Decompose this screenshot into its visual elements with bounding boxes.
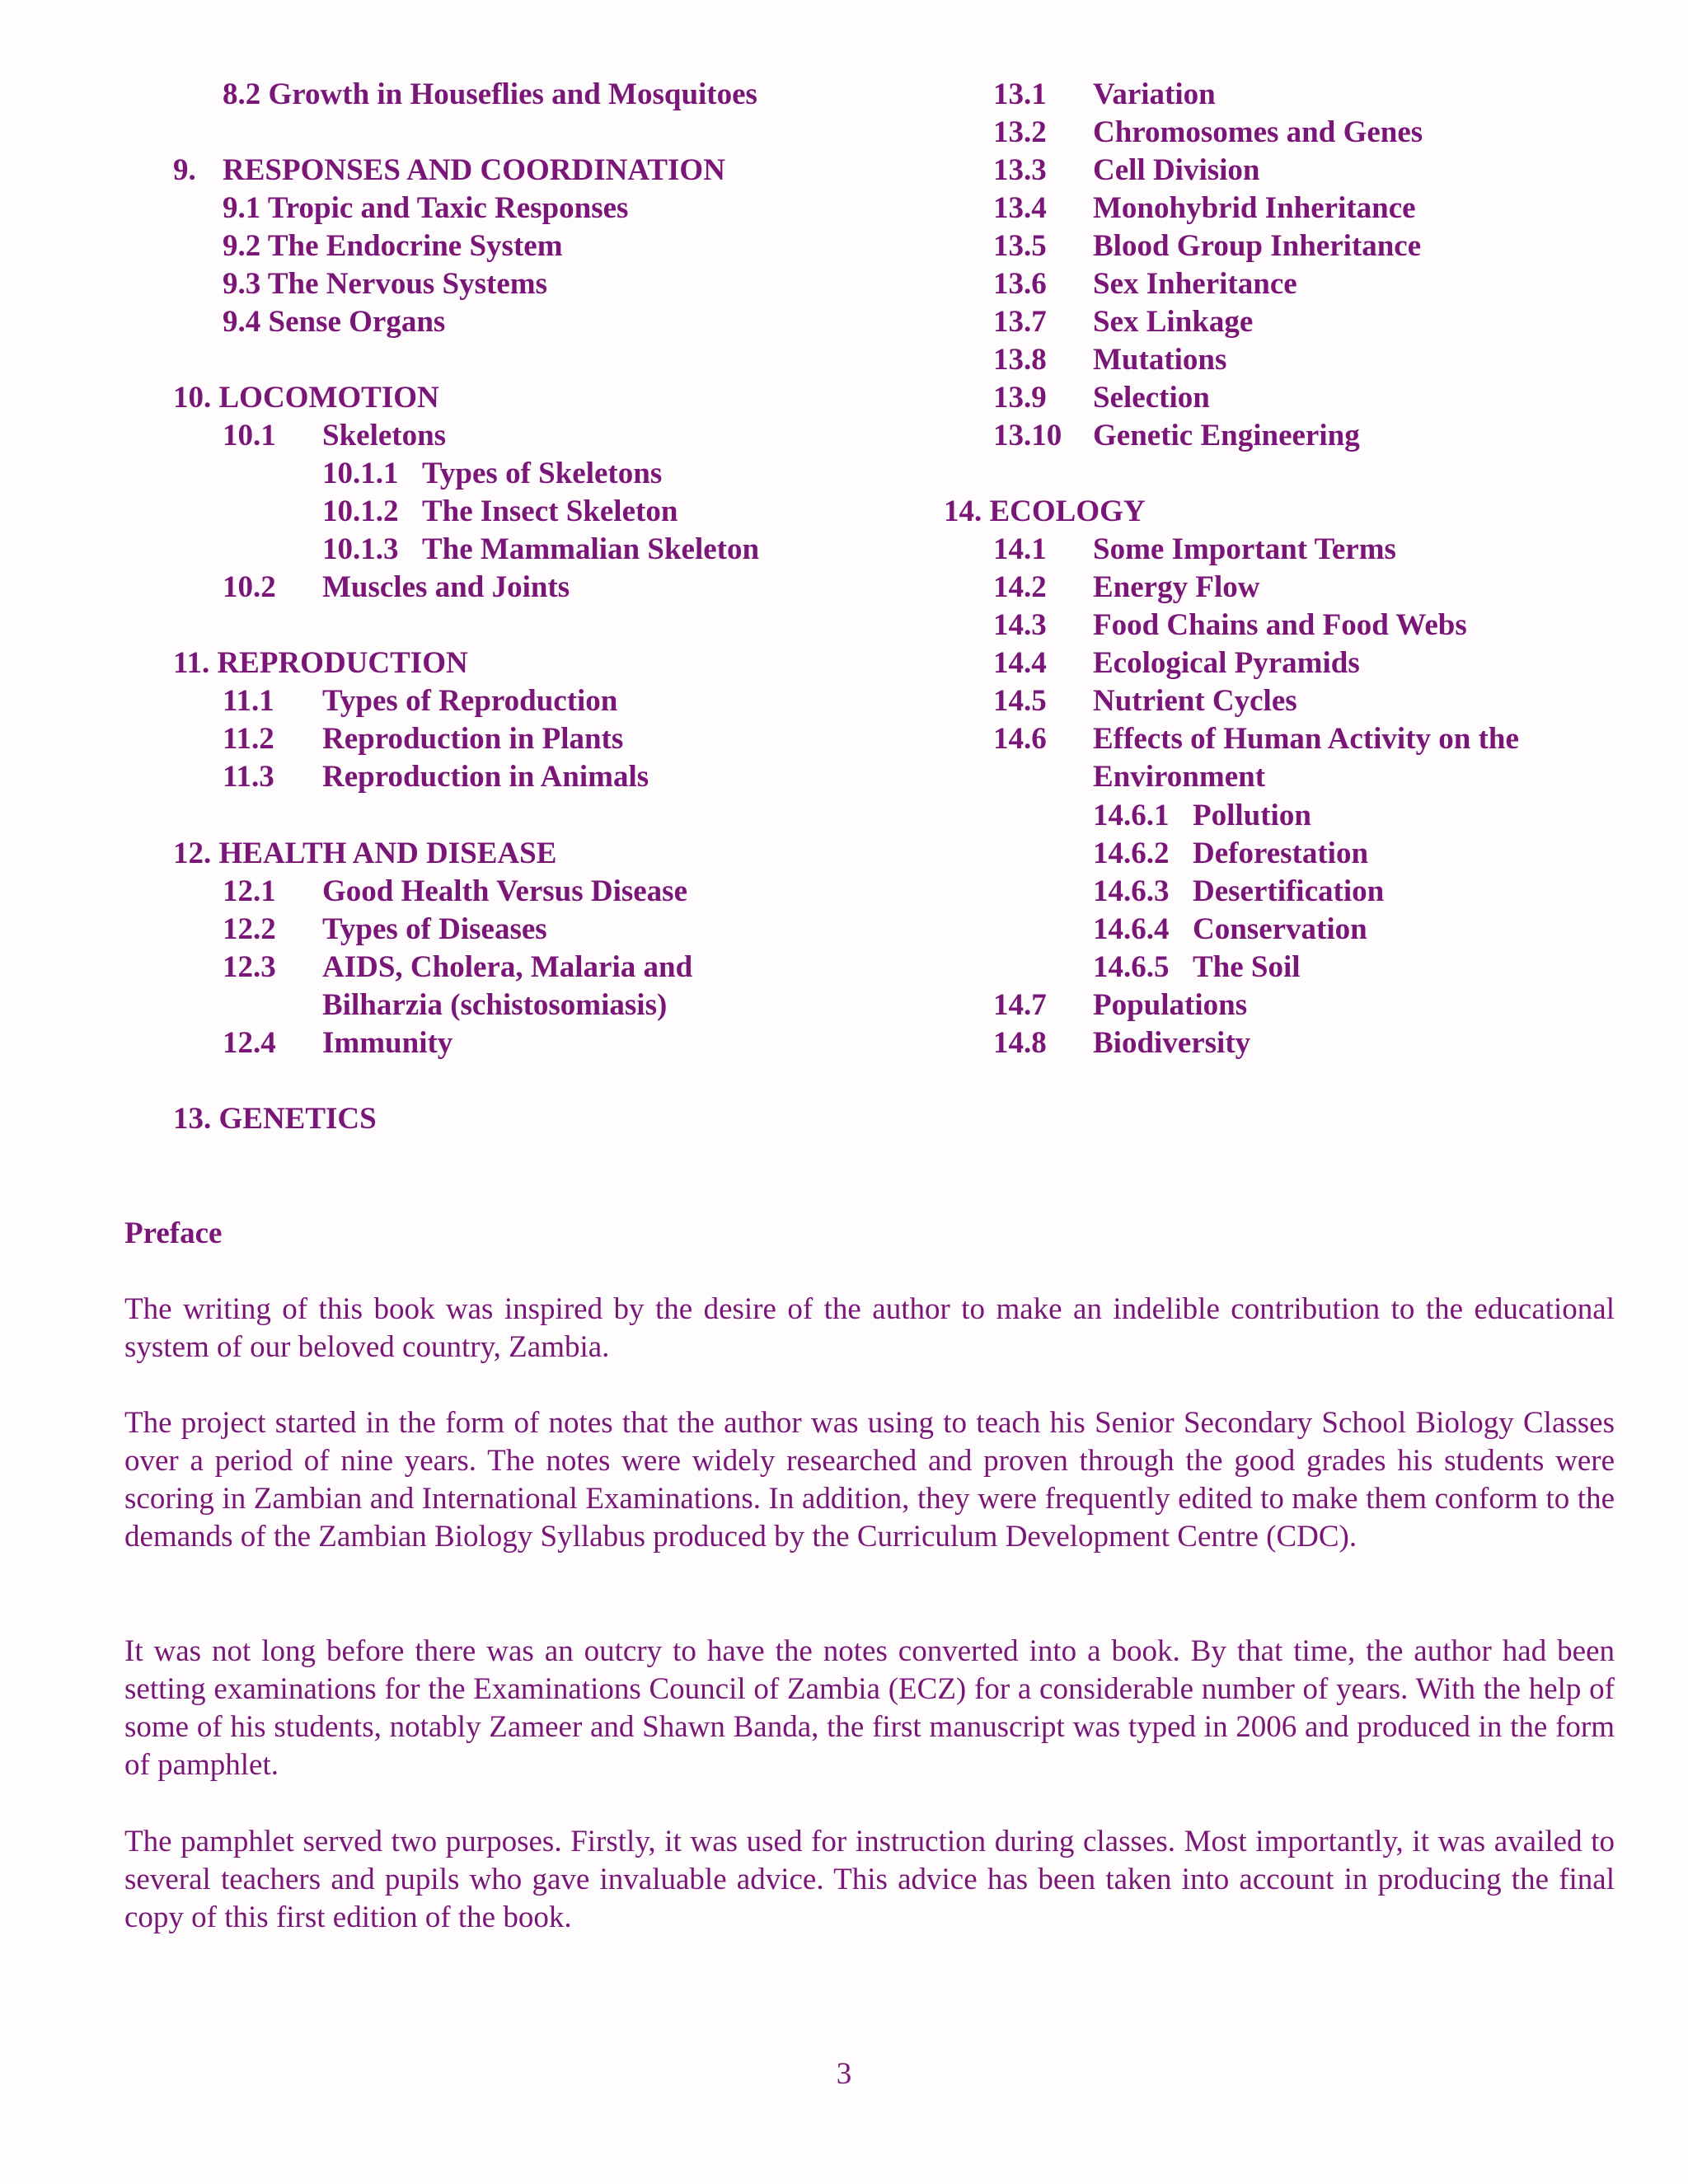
toc-entry-14-3-number: 14.3: [993, 608, 1047, 642]
toc-entry-13-8-number: 13.8: [993, 343, 1047, 377]
toc-entry-13-7-number: 13.7: [993, 305, 1047, 339]
toc-entry-11-3-title: Reproduction in Animals: [322, 760, 649, 794]
toc-entry-13-10-number: 13.10: [993, 419, 1062, 452]
preface-paragraph-4: The pamphlet served two purposes. Firstly, it was used for instruction during classes. Most importantly, it was availed to several teachers and pupils who gave invaluable advice. This advice has been taken into account in producing the final copy of this first edition of the book.: [124, 1825, 1615, 1934]
toc-entry-14-5-title: Nutrient Cycles: [1093, 684, 1297, 718]
toc-entry-13-5-number: 13.5: [993, 229, 1047, 263]
toc-entry-14-3-title: Food Chains and Food Webs: [1093, 608, 1467, 642]
toc-entry-11-1-title: Types of Reproduction: [322, 684, 618, 718]
toc-section-10: 10. LOCOMOTION: [173, 381, 439, 415]
toc-entry-14-6-3-title: Desertification: [1193, 874, 1385, 908]
toc-entry-12-4-title: Immunity: [322, 1026, 453, 1060]
toc-section-9-number: 9.: [173, 153, 196, 187]
toc-entry-14-2-number: 14.2: [993, 570, 1047, 604]
toc-entry-12-1-number: 12.1: [223, 874, 276, 908]
toc-entry-14-6-continuation: Environment: [1093, 760, 1266, 794]
toc-entry-10-1-3-number: 10.1.3: [322, 532, 399, 566]
toc-entry-13-3-number: 13.3: [993, 153, 1047, 187]
toc-entry-13-2-number: 13.2: [993, 115, 1047, 149]
toc-entry-14-6-5-number: 14.6.5: [1093, 950, 1170, 984]
toc-entry-8-2: 8.2 Growth in Houseflies and Mosquitoes: [223, 77, 757, 111]
toc-entry-13-1-number: 13.1: [993, 77, 1047, 111]
toc-entry-14-6-number: 14.6: [993, 722, 1047, 756]
toc-section-14: 14. ECOLOGY: [944, 494, 1146, 528]
toc-entry-13-9-number: 13.9: [993, 381, 1047, 415]
toc-entry-9-3: 9.3 The Nervous Systems: [223, 267, 547, 301]
toc-entry-13-5-title: Blood Group Inheritance: [1093, 229, 1422, 263]
toc-entry-13-10-title: Genetic Engineering: [1093, 419, 1360, 452]
toc-entry-11-3-number: 11.3: [223, 760, 274, 794]
toc-entry-11-2-title: Reproduction in Plants: [322, 722, 624, 756]
toc-entry-13-7-title: Sex Linkage: [1093, 305, 1254, 339]
toc-entry-14-1-number: 14.1: [993, 532, 1047, 566]
toc-entry-12-2-title: Types of Diseases: [322, 912, 547, 946]
toc-entry-12-2-number: 12.2: [223, 912, 276, 946]
toc-entry-14-6-4-title: Conservation: [1193, 912, 1367, 946]
toc-entry-10-1-2-number: 10.1.2: [322, 494, 399, 528]
toc-entry-11-2-number: 11.2: [223, 722, 274, 756]
toc-entry-12-3-title: AIDS, Cholera, Malaria and: [322, 950, 693, 984]
toc-entry-13-4-title: Monohybrid Inheritance: [1093, 191, 1416, 225]
toc-entry-10-1-2-title: The Insect Skeleton: [422, 494, 678, 528]
toc-entry-10-2-title: Muscles and Joints: [322, 570, 570, 604]
toc-entry-10-1-3-title: The Mammalian Skeleton: [422, 532, 760, 566]
toc-entry-13-4-number: 13.4: [993, 191, 1047, 225]
toc-entry-14-4-title: Ecological Pyramids: [1093, 646, 1360, 680]
toc-entry-12-4-number: 12.4: [223, 1026, 276, 1060]
toc-entry-14-6-1-title: Pollution: [1193, 799, 1311, 832]
preface-heading: Preface: [124, 1216, 223, 1250]
preface-paragraph-2: The project started in the form of notes that the author was using to teach his Senior Secondary School Biology Classes over a period of nine years. The notes were widely researched and proven through the good grades his students were scoring in Zambian and International Examinations. In addition, they were frequently edited to make them conform to the demands of the Zambian Biology Syllabus produced by the Curriculum Development Centre (CDC).: [124, 1406, 1615, 1554]
toc-entry-14-6-2-title: Deforestation: [1193, 837, 1369, 870]
toc-entry-14-6-5-title: The Soil: [1193, 950, 1301, 984]
preface-paragraph-3: It was not long before there was an outcry to have the notes converted into a book. By that time, the author had been setting examinations for the Examinations Council of Zambia (ECZ) for a considerable number of years. With the help of some of his students, notably Zameer and Shawn Banda, the first manuscript was typed in 2006 and produced in the form of pamphlet.: [124, 1634, 1615, 1782]
toc-entry-13-6-title: Sex Inheritance: [1093, 267, 1297, 301]
toc-entry-14-6-title: Effects of Human Activity on the: [1093, 722, 1519, 756]
toc-entry-9-1: 9.1 Tropic and Taxic Responses: [223, 191, 629, 225]
toc-entry-13-3-title: Cell Division: [1093, 153, 1260, 187]
toc-entry-9-4: 9.4 Sense Organs: [223, 305, 446, 339]
toc-entry-13-2-title: Chromosomes and Genes: [1093, 115, 1423, 149]
toc-entry-14-6-4-number: 14.6.4: [1093, 912, 1170, 946]
toc-entry-12-3-continuation: Bilharzia (schistosomiasis): [322, 988, 668, 1022]
toc-entry-10-1-number: 10.1: [223, 419, 276, 452]
toc-entry-10-1-1-title: Types of Skeletons: [422, 457, 663, 490]
toc-entry-10-2-number: 10.2: [223, 570, 276, 604]
toc-section-9-title: RESPONSES AND COORDINATION: [223, 153, 725, 187]
toc-entry-14-8-number: 14.8: [993, 1026, 1047, 1060]
toc-entry-9-2: 9.2 The Endocrine System: [223, 229, 563, 263]
toc-entry-13-9-title: Selection: [1093, 381, 1210, 415]
toc-entry-12-3-number: 12.3: [223, 950, 276, 984]
toc-entry-13-1-title: Variation: [1093, 77, 1216, 111]
toc-entry-11-1-number: 11.1: [223, 684, 274, 718]
preface-paragraph-1: The writing of this book was inspired by the desire of the author to make an indelible contribution to the educational system of our beloved country, Zambia.: [124, 1292, 1615, 1364]
toc-entry-14-1-title: Some Important Terms: [1093, 532, 1396, 566]
toc-entry-10-1-1-number: 10.1.1: [322, 457, 399, 490]
toc-entry-14-8-title: Biodiversity: [1093, 1026, 1251, 1060]
toc-section-12: 12. HEALTH AND DISEASE: [173, 837, 557, 870]
toc-entry-13-8-title: Mutations: [1093, 343, 1227, 377]
toc-entry-14-6-2-number: 14.6.2: [1093, 837, 1170, 870]
toc-section-13: 13. GENETICS: [173, 1102, 377, 1136]
toc-entry-12-1-title: Good Health Versus Disease: [322, 874, 688, 908]
toc-entry-14-6-1-number: 14.6.1: [1093, 799, 1170, 832]
toc-entry-14-4-number: 14.4: [993, 646, 1047, 680]
toc-entry-14-7-number: 14.7: [993, 988, 1047, 1022]
toc-entry-14-2-title: Energy Flow: [1093, 570, 1260, 604]
toc-entry-13-6-number: 13.6: [993, 267, 1047, 301]
toc-entry-10-1-title: Skeletons: [322, 419, 447, 452]
page-number: 3: [836, 2057, 852, 2091]
toc-entry-14-6-3-number: 14.6.3: [1093, 874, 1170, 908]
toc-section-11: 11. REPRODUCTION: [173, 646, 468, 680]
toc-entry-14-5-number: 14.5: [993, 684, 1047, 718]
toc-entry-14-7-title: Populations: [1093, 988, 1248, 1022]
